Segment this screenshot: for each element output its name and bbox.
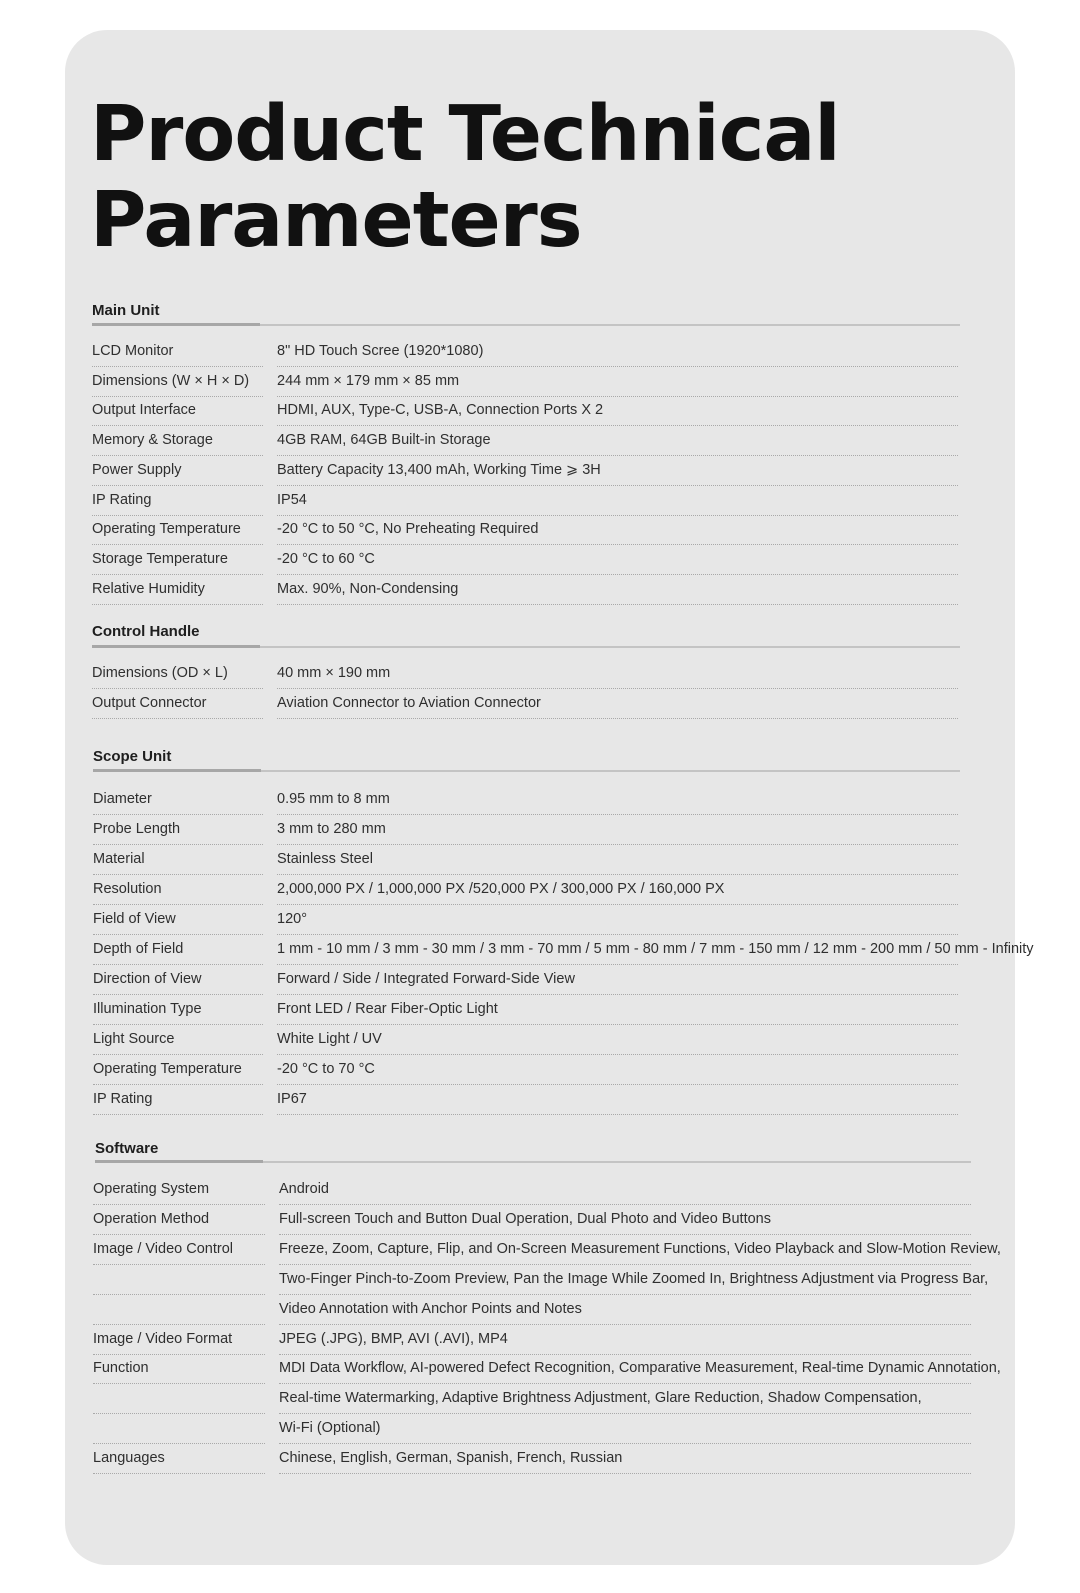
spec-label: Dimensions (W × H × D) <box>92 372 250 389</box>
spec-row <box>93 935 1034 965</box>
section-heading-scope-unit: Scope Unit <box>93 748 172 765</box>
spec-row <box>93 1265 989 1295</box>
spec-label: Depth of Field <box>93 941 184 957</box>
section-heading-software: Software <box>95 1140 159 1157</box>
spec-label: Function <box>93 1360 149 1377</box>
spec-value: -20 °C to 50 °C, No Preheating Required <box>277 521 539 538</box>
spec-row <box>93 1175 971 1205</box>
spec-row <box>93 1414 971 1444</box>
spec-row <box>93 1055 958 1085</box>
spec-value: 4GB RAM, 64GB Built-in Storage <box>277 432 491 449</box>
spec-value: 2,000,000 PX / 1,000,000 PX /520,000 PX / 300,000 PX / 160,000 PX <box>277 881 725 897</box>
title-line-2: Parameters <box>90 176 582 265</box>
spec-value: HDMI, AUX, Type-C, USB-A, Connection Ports X 2 <box>277 402 604 419</box>
spec-row <box>93 1444 971 1474</box>
spec-label: Material <box>93 851 145 867</box>
spec-row <box>92 545 958 575</box>
spec-value: Chinese, English, German, Spanish, French, Russian <box>279 1450 623 1467</box>
spec-value: Video Annotation with Anchor Points and Notes <box>279 1300 582 1317</box>
spec-value: 1 mm - 10 mm / 3 mm - 30 mm / 3 mm - 70 mm / 5 mm - 80 mm / 7 mm - 150 mm / 12 mm - 200 mm / 50 mm - Infinity <box>277 941 1034 957</box>
row-divider-label <box>93 1473 265 1474</box>
spec-value: Real-time Watermarking, Adaptive Brightness Adjustment, Glare Reduction, Shadow Compensation, <box>279 1390 922 1407</box>
spec-row <box>93 1085 958 1115</box>
spec-value: 3 mm to 280 mm <box>277 821 386 837</box>
row-divider-label <box>93 1114 263 1115</box>
spec-row <box>93 1025 958 1055</box>
spec-row <box>93 875 958 905</box>
section-divider-accent <box>93 769 261 772</box>
spec-value: Max. 90%, Non-Condensing <box>277 580 459 597</box>
spec-label: Image / Video Control <box>93 1240 233 1257</box>
spec-label: Probe Length <box>93 821 181 837</box>
spec-label: Image / Video Format <box>93 1330 233 1347</box>
row-divider-value <box>277 604 958 605</box>
spec-row <box>93 815 958 845</box>
spec-row <box>92 689 958 719</box>
spec-label: Power Supply <box>92 461 182 478</box>
spec-row <box>93 1235 1001 1265</box>
spec-value: Battery Capacity 13,400 mAh, Working Time ⩾ 3H <box>277 461 601 478</box>
spec-row <box>93 1325 971 1355</box>
spec-label: Operating System <box>93 1181 210 1197</box>
row-divider-label <box>92 718 263 719</box>
section-heading-control-handle: Control Handle <box>92 623 200 640</box>
spec-value: Two-Finger Pinch-to-Zoom Preview, Pan the Image While Zoomed In, Brightness Adjustment via Progress Bar, <box>279 1270 989 1287</box>
spec-row <box>93 965 958 995</box>
spec-row <box>93 995 958 1025</box>
spec-value: White Light / UV <box>277 1031 382 1047</box>
spec-label: Memory & Storage <box>92 432 213 449</box>
spec-value: -20 °C to 60 °C <box>277 550 375 567</box>
spec-value: Stainless Steel <box>277 851 373 867</box>
spec-row <box>93 1384 971 1414</box>
spec-row <box>93 785 958 815</box>
spec-label: Resolution <box>93 881 162 897</box>
spec-label: IP Rating <box>93 1091 153 1107</box>
spec-value: Wi-Fi (Optional) <box>279 1420 381 1437</box>
spec-value: 8" HD Touch Scree (1920*1080) <box>277 343 484 359</box>
spec-value: Forward / Side / Integrated Forward-Side View <box>277 971 575 987</box>
spec-row <box>93 1354 1001 1384</box>
spec-value: 0.95 mm to 8 mm <box>277 791 390 807</box>
page-title <box>90 92 840 264</box>
spec-value: -20 °C to 70 °C <box>277 1061 375 1077</box>
spec-label: Storage Temperature <box>92 550 228 567</box>
spec-row <box>92 515 958 545</box>
spec-label: Operating Temperature <box>92 521 241 538</box>
spec-value: 40 mm × 190 mm <box>277 665 391 681</box>
row-divider-value <box>279 1473 971 1474</box>
spec-value: Android <box>279 1181 329 1197</box>
spec-value: Front LED / Rear Fiber-Optic Light <box>277 1001 498 1017</box>
spec-row <box>93 1295 971 1325</box>
row-divider-value <box>277 718 958 719</box>
spec-value: JPEG (.JPG), BMP, AVI (.AVI), MP4 <box>279 1330 508 1347</box>
spec-row <box>92 337 958 367</box>
spec-value: IP54 <box>277 491 307 508</box>
spec-row <box>92 575 958 605</box>
spec-label: Direction of View <box>93 971 202 987</box>
spec-row <box>93 905 958 935</box>
spec-label: Output Connector <box>92 695 207 711</box>
spec-label: Dimensions (OD × L) <box>92 665 228 681</box>
spec-row <box>92 426 958 456</box>
spec-label: Relative Humidity <box>92 580 205 597</box>
spec-value: 244 mm × 179 mm × 85 mm <box>277 372 460 389</box>
spec-label: Languages <box>93 1450 165 1467</box>
section-divider <box>92 646 960 648</box>
spec-value: Freeze, Zoom, Capture, Flip, and On-Screen Measurement Functions, Video Playback and Slow-Motion Review, <box>279 1240 1001 1257</box>
title-line-1: Product Technical <box>90 90 840 179</box>
section-heading-main-unit: Main Unit <box>92 302 160 319</box>
section-divider <box>95 1161 971 1163</box>
spec-label: Operation Method <box>93 1210 210 1227</box>
spec-row <box>92 367 958 397</box>
spec-value: MDI Data Workflow, AI-powered Defect Recognition, Comparative Measurement, Real-time Dynamic Annotation, <box>279 1360 1001 1377</box>
section-divider <box>92 324 960 326</box>
section-divider-accent <box>95 1160 263 1163</box>
spec-value: IP67 <box>277 1091 307 1107</box>
row-divider-label <box>92 604 263 605</box>
section-divider-accent <box>92 645 260 648</box>
spec-row <box>92 486 958 516</box>
spec-label: IP Rating <box>92 491 152 508</box>
spec-label: LCD Monitor <box>92 343 174 359</box>
section-divider-accent <box>92 323 260 326</box>
spec-row <box>92 659 958 689</box>
spec-label: Field of View <box>93 911 176 927</box>
spec-row <box>92 396 958 426</box>
spec-label: Diameter <box>93 791 152 807</box>
spec-row <box>93 845 958 875</box>
spec-row <box>93 1205 971 1235</box>
spec-value: Full-screen Touch and Button Dual Operation, Dual Photo and Video Buttons <box>279 1210 771 1227</box>
spec-value: Aviation Connector to Aviation Connector <box>277 695 541 711</box>
spec-row <box>92 456 958 486</box>
spec-label: Output Interface <box>92 402 196 419</box>
spec-label: Illumination Type <box>93 1001 202 1017</box>
spec-value: 120° <box>277 911 307 927</box>
spec-label: Operating Temperature <box>93 1061 242 1077</box>
spec-label: Light Source <box>93 1031 175 1047</box>
section-divider <box>93 770 960 772</box>
row-divider-value <box>277 1114 958 1115</box>
